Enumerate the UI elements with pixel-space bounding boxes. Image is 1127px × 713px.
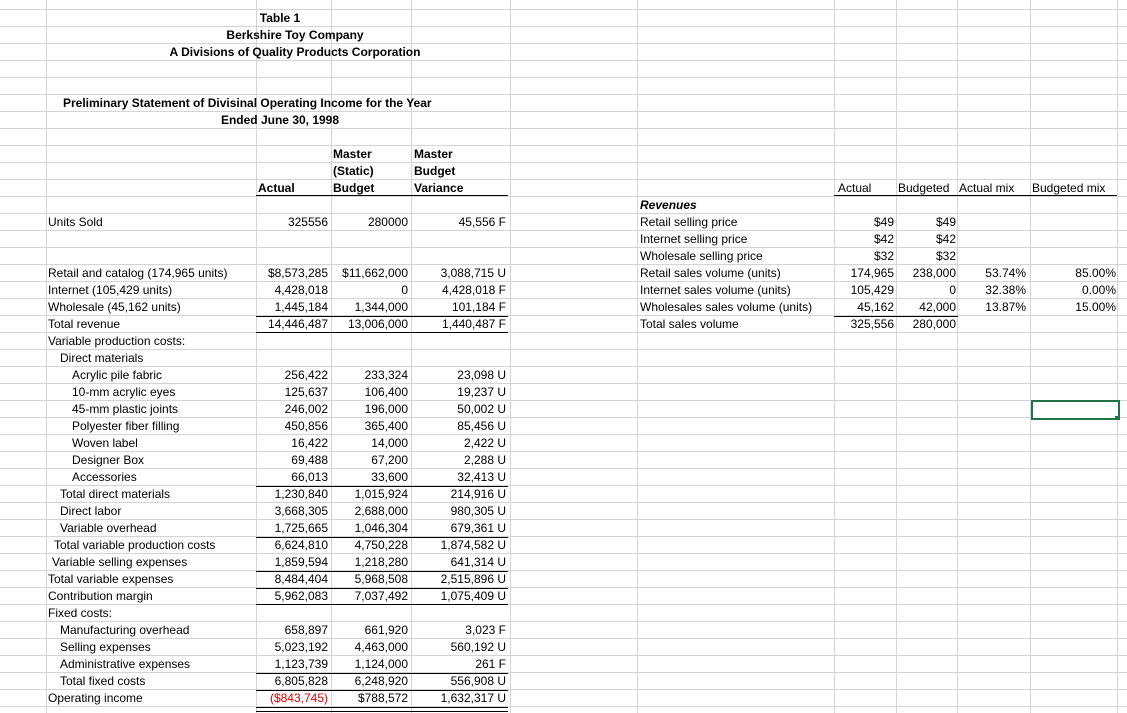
cell-actual: 69,488 (291, 453, 328, 467)
row-label: Retail and catalog (174,965 units) (48, 266, 228, 280)
rt-section-revenues: Revenues (640, 198, 697, 212)
cell-variance: 214,916 U (450, 487, 506, 501)
cell-budget: 6,248,920 (354, 674, 408, 688)
rt-cell-budgeted: $49 (935, 215, 956, 229)
cell-variance: 641,314 U (450, 555, 506, 569)
cell-variance: 3,023 F (465, 623, 506, 637)
cell-actual: 1,230,840 (274, 487, 328, 501)
cell-variance: 85,456 U (457, 419, 506, 433)
statement-title-line1: Preliminary Statement of Divisinal Operating Income for the Year (63, 96, 432, 110)
rt-row-label: Total sales volume (640, 317, 739, 331)
cell-budget: 4,750,228 (354, 538, 408, 552)
cell-budget: 14,000 (371, 436, 408, 450)
rt-cell-budgeted: 238,000 (912, 266, 956, 280)
row-label: Operating income (48, 691, 143, 705)
row-label: Variable selling expenses (52, 555, 188, 569)
row-label: Total variable expenses (48, 572, 174, 586)
cell-variance: 23,098 U (457, 368, 506, 382)
rt-cell-budgeted: 0 (949, 283, 956, 297)
cell-variance: 2,422 U (463, 436, 506, 450)
cell-variance: 2,515,896 U (440, 572, 506, 586)
cell-variance: 2,288 U (463, 453, 506, 467)
rt-cell-budgeted-mix: 15.00% (1075, 300, 1116, 314)
cell-actual: 16,422 (291, 436, 328, 450)
rt-cell-actual: $32 (873, 249, 894, 263)
rt-row-label: Wholesale selling price (640, 249, 763, 263)
row-label: Contribution margin (48, 589, 153, 603)
double-underline (256, 707, 508, 712)
row-label: Variable overhead (60, 521, 157, 535)
cell-actual: 256,422 (284, 368, 328, 382)
fill-handle[interactable] (1115, 416, 1119, 420)
total-underline (256, 332, 508, 333)
cell-actual: 125,637 (284, 385, 328, 399)
cell-variance: 1,632,317 U (440, 691, 506, 705)
cell-budget: 233,324 (364, 368, 408, 382)
rt-cell-budgeted: 280,000 (912, 317, 956, 331)
cell-actual: $8,573,285 (267, 266, 328, 280)
cell-actual: 450,856 (284, 419, 328, 433)
rt-header-budgeted-mix: Budgeted mix (1032, 181, 1106, 195)
cell-budget: 1,218,280 (354, 555, 408, 569)
row-label: Woven label (72, 436, 138, 450)
row-label: Accessories (72, 470, 137, 484)
rt-cell-budgeted-mix: 0.00% (1081, 283, 1116, 297)
cell-variance: 50,002 U (457, 402, 506, 416)
col-header-variance-2: Budget (414, 164, 456, 178)
cell-budget: 106,400 (364, 385, 408, 399)
cell-budget: 1,124,000 (354, 657, 408, 671)
rt-cell-actual-mix: 32.38% (985, 283, 1026, 297)
col-header-master-1: Master (333, 147, 372, 161)
cell-budget: 5,968,508 (354, 572, 408, 586)
rt-cell-actual: 174,965 (850, 266, 894, 280)
rt-cell-actual: $49 (873, 215, 894, 229)
col-header-actual: Actual (258, 181, 295, 195)
cell-variance: 1,075,409 U (440, 589, 506, 603)
rt-header-actual-mix: Actual mix (959, 181, 1015, 195)
rt-cell-actual: 325,556 (850, 317, 894, 331)
cell-actual: 6,805,828 (274, 674, 328, 688)
rt-header-actual: Actual (838, 181, 872, 195)
cell-actual: 246,002 (284, 402, 328, 416)
cell-variance: 1,874,582 U (440, 538, 506, 552)
cell-actual: 325556 (287, 215, 328, 229)
row-label: Internet (105,429 units) (48, 283, 173, 297)
rt-cell-actual-mix: 53.74% (985, 266, 1026, 280)
rt-row-label: Retail selling price (640, 215, 738, 229)
row-label: Wholesale (45,162 units) (48, 300, 181, 314)
row-label: 10-mm acrylic eyes (72, 385, 176, 399)
cell-actual: 8,484,404 (274, 572, 328, 586)
cell-budget: 2,688,000 (354, 504, 408, 518)
cell-budget: $788,572 (357, 691, 408, 705)
row-label: Total revenue (48, 317, 121, 331)
row-label: Acrylic pile fabric (72, 368, 163, 382)
section-label: Variable production costs: (48, 334, 186, 348)
statement-title-line2: Ended June 30, 1998 (220, 113, 340, 127)
cell-actual: 1,725,665 (274, 521, 328, 535)
rt-cell-actual: 105,429 (850, 283, 894, 297)
cell-actual: 14,446,487 (267, 317, 328, 331)
col-header-variance-3: Variance (414, 181, 464, 195)
cell-budget: 7,037,492 (354, 589, 408, 603)
rt-cell-budgeted: $42 (935, 232, 956, 246)
cell-actual: 658,897 (284, 623, 328, 637)
row-label: Total direct materials (60, 487, 171, 501)
cell-actual: 5,023,192 (274, 640, 328, 654)
row-label: Direct labor (60, 504, 122, 518)
cell-actual: 1,123,739 (274, 657, 328, 671)
cell-variance: 3,088,715 U (440, 266, 506, 280)
cell-actual: 4,428,018 (274, 283, 328, 297)
rt-cell-actual-mix: 13.87% (985, 300, 1026, 314)
rt-row-label: Retail sales volume (units) (640, 266, 781, 280)
section-label: Fixed costs: (48, 606, 113, 620)
rt-cell-actual: $42 (873, 232, 894, 246)
rt-header-budgeted: Budgeted (898, 181, 950, 195)
cell-budget: 196,000 (364, 402, 408, 416)
row-label: Total variable production costs (54, 538, 216, 552)
cell-budget: 4,463,000 (354, 640, 408, 654)
rt-row-label: Internet sales volume (units) (640, 283, 791, 297)
cell-budget: 1,046,304 (354, 521, 408, 535)
cell-budget: 280000 (367, 215, 408, 229)
row-label: Units Sold (48, 215, 103, 229)
cell-variance: 261 F (475, 657, 506, 671)
cell-actual: 6,624,810 (274, 538, 328, 552)
cell-variance: 101,184 F (451, 300, 506, 314)
cell-actual: 66,013 (291, 470, 328, 484)
cell-actual-negative: ($843,745) (269, 691, 328, 705)
cell-variance: 980,305 U (450, 504, 506, 518)
cell-actual: 5,962,083 (274, 589, 328, 603)
cell-variance: 556,908 U (450, 674, 506, 688)
cell-variance: 19,237 U (457, 385, 506, 399)
row-label: Designer Box (72, 453, 145, 467)
cell-actual: 1,445,184 (274, 300, 328, 314)
cell-budget: 365,400 (364, 419, 408, 433)
cell-actual: 3,668,305 (274, 504, 328, 518)
row-label: 45-mm plastic joints (72, 402, 179, 416)
rt-cell-budgeted: 42,000 (919, 300, 956, 314)
row-label: Selling expenses (60, 640, 151, 654)
cell-budget: 67,200 (371, 453, 408, 467)
rt-row-label: Internet selling price (640, 232, 748, 246)
cell-budget: $11,662,000 (342, 266, 408, 280)
row-label: Manufacturing overhead (60, 623, 190, 637)
rt-cell-actual: 45,162 (857, 300, 894, 314)
header-underline (256, 195, 508, 196)
row-label: Total fixed costs (60, 674, 146, 688)
col-header-variance-1: Master (414, 147, 453, 161)
cell-variance: 1,440,487 F (441, 317, 506, 331)
rt-cell-budgeted-mix: 85.00% (1075, 266, 1116, 280)
cell-budget: 1,015,924 (354, 487, 408, 501)
cell-budget: 1,344,000 (354, 300, 408, 314)
cell-budget: 661,920 (364, 623, 408, 637)
col-header-master-2: (Static) (333, 164, 374, 178)
rt-cell-budgeted: $32 (935, 249, 956, 263)
cell-budget: 33,600 (371, 470, 408, 484)
rt-row-label: Wholesales sales volume (units) (640, 300, 813, 314)
section-label: Direct materials (60, 351, 144, 365)
cell-variance: 45,556 F (458, 215, 506, 229)
subtotal-underline (256, 604, 508, 605)
rt-header-underline (834, 195, 1117, 196)
col-header-master-3: Budget (333, 181, 375, 195)
company-name: Berkshire Toy Company (226, 28, 364, 42)
cell-actual: 1,859,594 (274, 555, 328, 569)
cell-variance: 560,192 U (450, 640, 506, 654)
cell-budget: 13,006,000 (347, 317, 408, 331)
cell-budget: 0 (401, 283, 408, 297)
cell-variance: 679,361 U (450, 521, 506, 535)
cell-variance: 32,413 U (457, 470, 506, 484)
active-cell[interactable] (1031, 400, 1120, 420)
table-number: Table 1 (259, 11, 301, 25)
division-name: A Divisions of Quality Products Corporation (169, 45, 421, 59)
row-label: Administrative expenses (60, 657, 191, 671)
cell-variance: 4,428,018 F (441, 283, 506, 297)
row-label: Polyester fiber filling (72, 419, 180, 433)
